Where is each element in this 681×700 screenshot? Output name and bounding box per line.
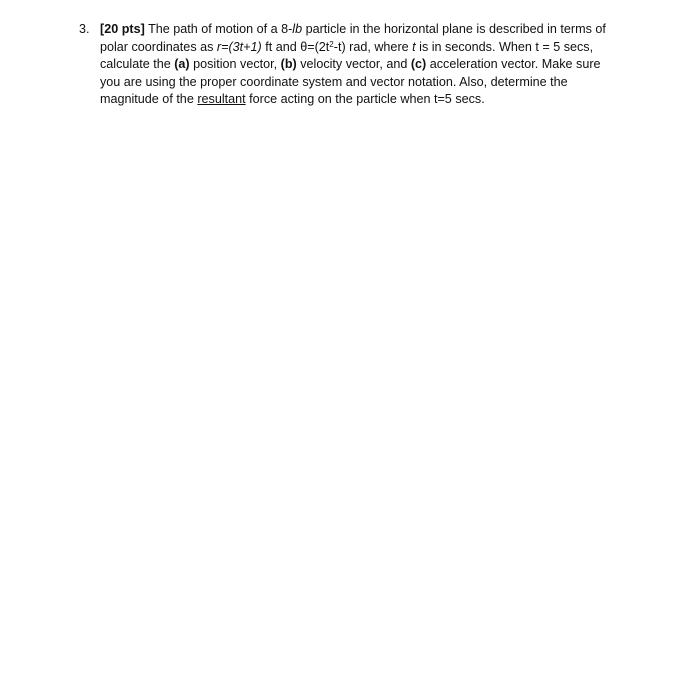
text-segment-4: -t) rad, where (333, 39, 413, 54)
points-label: [20 pts] (100, 22, 145, 36)
text-segment-7: velocity vector, and (296, 57, 411, 72)
part-a-label: (a) (174, 57, 190, 72)
text-segment-2: particle in the horizontal plane is described in terms of polar coordinates as (100, 22, 606, 54)
resultant-word: resultant (197, 92, 246, 107)
text-segment-8: acceleration vector. Make sure you are using the proper coordinate system and vector notation. Also, determine the magnitude of the (100, 57, 601, 107)
r-expression: r=(3t+1) (216, 39, 262, 54)
text-segment-5: is in seconds. When t = 5 secs, calculate the (100, 39, 594, 72)
text-segment-3: ft and θ=(2t (261, 39, 330, 54)
text-segment-1: The path of motion of a 8- (144, 22, 293, 36)
t-variable: t (412, 39, 416, 54)
part-c-label: (c) (410, 57, 427, 72)
problem-number: 3. (79, 22, 90, 36)
exponent: 2 (329, 39, 334, 49)
text-segment-9: force acting on the particle when t=5 secs. (245, 92, 485, 107)
unit-lb: lb (292, 22, 303, 36)
text-segment-6: position vector, (189, 57, 281, 72)
problem-3 (79, 21, 624, 109)
problem-statement (100, 21, 624, 109)
part-b-label: (b) (280, 57, 297, 72)
